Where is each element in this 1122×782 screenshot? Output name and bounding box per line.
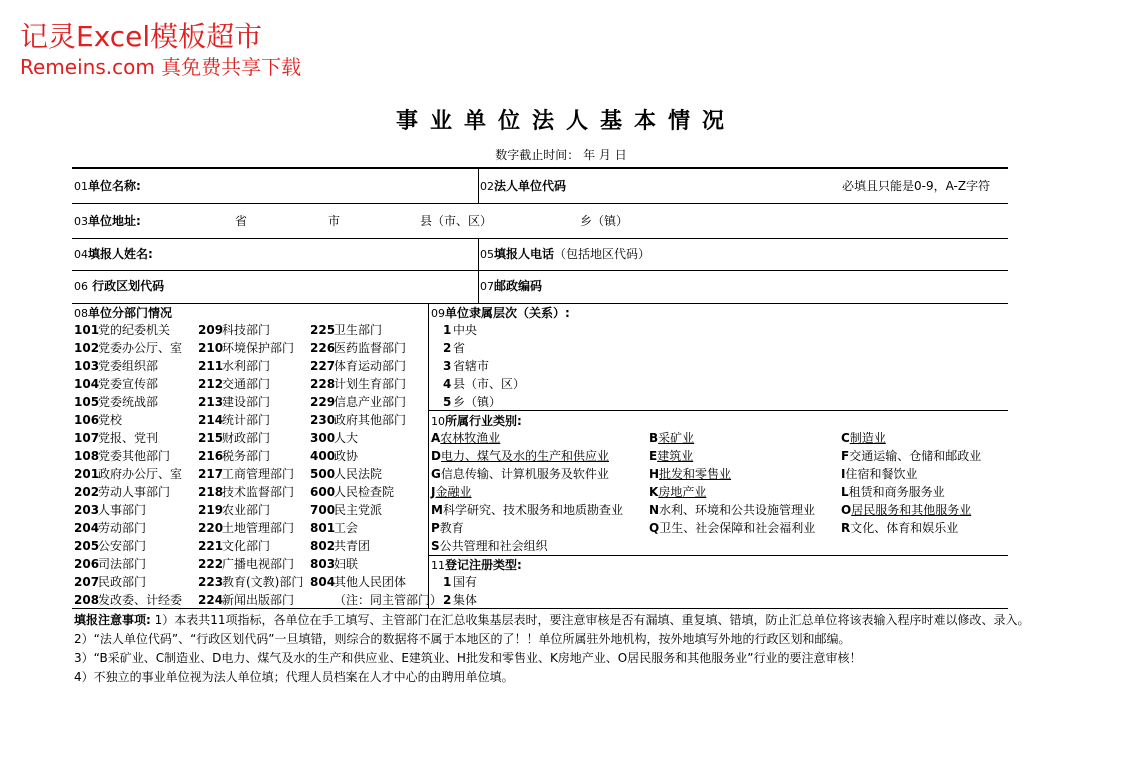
list-item [74,555,146,573]
item-number: 229 [310,395,336,409]
item-label: 党委办公厅、室 [98,341,183,355]
list-item [74,483,170,501]
industry-letter: G [431,467,441,481]
address-county: 县（市、区） [420,214,493,228]
list-item [198,447,270,465]
item-label: 劳动人事部门 [98,485,171,499]
industry-letter: F [841,449,850,463]
item-number: 1 [443,575,452,589]
industry-letter: M [431,503,443,517]
industry-label: 租赁和商务服务业 [848,485,945,499]
item-number: 212 [198,377,224,391]
field-label: 所属行业类别: [445,414,522,428]
field-code: 10 [431,415,445,428]
row-divider [72,238,1008,239]
item-number: 224 [198,593,224,607]
item-label: 党校 [98,413,123,427]
industry-item [431,465,609,483]
item-label: 科技部门 [222,323,271,337]
item-number: 207 [74,575,100,589]
item-label: 党的纪委机关 [98,323,171,337]
industry-letter: E [649,449,658,463]
industry-item [431,519,464,537]
industry-item [649,447,693,465]
item-label: 广播电视部门 [222,557,295,571]
table-top-border [72,167,1008,169]
list-item [74,411,122,429]
field-code: 09 [431,307,445,320]
item-number: 211 [198,359,224,373]
item-label: 政协 [334,449,359,463]
list-item [443,573,477,591]
field-label: 法人单位代码 [494,179,567,193]
item-label: 乡（镇） [453,395,502,409]
item-number: 103 [74,359,100,373]
industry-label: 农林牧渔业 [440,431,501,445]
list-item [310,465,382,483]
industry-item [841,519,958,537]
address-province: 省 [235,214,248,228]
industry-label: 文化、体育和娱乐业 [850,521,959,535]
note-line-3: 3）“B采矿业、C制造业、D电力、煤气及水的生产和供应业、E建筑业、H批发和零售业、K房地产业、O居民服务和其他服务业”行业的要注意审核！ [74,651,862,665]
industry-item [841,501,971,519]
item-number: 215 [198,431,224,445]
industry-item [841,447,981,465]
item-label: 卫生部门 [334,323,383,337]
item-label: 环境保护部门 [222,341,295,355]
item-number: 300 [310,431,336,445]
item-label: （注：同主管部门） [334,593,443,607]
item-number: 803 [310,557,336,571]
list-item [198,501,270,519]
industry-item [649,465,731,483]
industry-item [431,447,609,465]
field-label: 单位地址: [88,214,141,228]
list-item [443,339,465,357]
item-number: 108 [74,449,100,463]
item-label: 工会 [334,521,359,535]
industry-letter: H [649,467,660,481]
list-item [74,375,158,393]
item-number: 105 [74,395,100,409]
industry-letter: R [841,521,851,535]
item-number: 201 [74,467,100,481]
item-label: 党委组织部 [98,359,159,373]
list-item [310,393,406,411]
address-township: 乡（镇） [580,214,629,228]
item-label: 党委其他部门 [98,449,171,463]
list-item [310,429,358,447]
item-number: 1 [443,323,452,337]
item-label: 税务部门 [222,449,271,463]
item-label: 建设部门 [222,395,271,409]
field-label: 填报人电话 [494,247,555,261]
item-number: 2 [443,341,452,355]
field-label: 行政区划代码 [88,279,165,293]
industry-item [649,429,694,447]
industry-label: 建筑业 [657,449,694,463]
list-item [198,357,270,375]
watermark-subtitle: Remeins.com 真免费共享下载 [20,55,302,79]
note-line-2: 2）“法人单位代码”、“行政区划代码”一旦填错，则综合的数据将不属于本地区的了！！单位所属驻外地机构，按外地填写外地的行政区划和邮编。 [74,632,851,646]
item-label: 人大 [334,431,359,445]
field-code: 07 [480,280,494,293]
field-label: 单位隶属层次（关系）: [445,306,570,320]
item-label: 工商管理部门 [222,467,295,481]
industry-label: 公共管理和社会组织 [439,539,548,553]
column-divider [478,238,479,303]
item-label: 发改委、计经委 [98,593,183,607]
industry-item [431,501,623,519]
section-divider [429,410,1008,411]
industry-item [841,483,945,501]
item-number: 223 [198,575,224,589]
list-item [310,573,406,591]
item-label: 水利部门 [222,359,271,373]
item-number: 226 [310,341,336,355]
item-number: 205 [74,539,100,553]
industry-letter: J [431,485,436,499]
list-item [443,357,489,375]
industry-item [649,519,815,537]
item-label: 技术监督部门 [222,485,295,499]
item-number: 4 [443,377,452,391]
field-label: 单位分部门情况 [88,306,173,320]
item-number: 213 [198,395,224,409]
item-label: 公安部门 [98,539,147,553]
list-item [198,537,270,555]
list-item [310,375,406,393]
item-number: 206 [74,557,100,571]
list-item [74,591,182,609]
item-label: 信息产业部门 [334,395,407,409]
page-title: 事业单位法人基本情况 [395,109,736,134]
field-code: 05 [480,248,494,261]
industry-item [431,537,548,555]
industry-letter: O [841,503,852,517]
list-item [198,375,270,393]
item-number: 208 [74,593,100,607]
industry-letter: B [649,431,659,445]
column-divider [428,303,429,608]
list-item [310,411,406,429]
item-number: 219 [198,503,224,517]
industry-item [649,483,706,501]
item-number: 230 [310,413,336,427]
item-label: 劳动部门 [98,521,147,535]
industry-letter: S [431,539,440,553]
industry-label: 批发和零售业 [659,467,732,481]
industry-letter: A [431,431,441,445]
item-label: 民政部门 [98,575,147,589]
list-item [310,555,358,573]
item-label: 人民检查院 [334,485,395,499]
item-number: 106 [74,413,100,427]
watermark-title: 记灵Excel模板超市 [20,20,263,53]
field-label: 登记注册类型: [445,558,522,572]
note-text: 1）本表共11项指标，各单位在手工填写、主管部门在汇总收集基层表时，要注意审核是否有漏填、重复填、错填，防止汇总单位将该表输入程序时难以修改、录入。 [150,613,1030,627]
industry-label: 居民服务和其他服务业 [851,503,972,517]
list-item [198,519,294,537]
field-admin-division-code [74,277,164,296]
item-label: 人民法院 [334,467,383,481]
item-number: 202 [74,485,100,499]
list-item [443,591,477,609]
item-label: 政府办公厅、室 [98,467,183,481]
industry-letter: C [841,431,850,445]
field-code: 02 [480,180,494,193]
list-item [310,591,442,609]
field-filler-name [74,245,153,264]
industry-letter: L [841,485,849,499]
list-item [443,321,477,339]
item-number: 216 [198,449,224,463]
industry-label: 教育 [439,521,464,535]
industry-label: 房地产业 [658,485,707,499]
list-item [74,447,170,465]
list-item [198,411,270,429]
field-code: 06 [74,280,88,293]
item-label: 国有 [453,575,478,589]
item-label: 省 [453,341,466,355]
field-unit-name [74,177,141,196]
item-number: 400 [310,449,336,463]
item-label: 党报、党刊 [98,431,159,445]
industry-label: 电力、煤气及水的生产和供应业 [440,449,609,463]
item-label: 县（市、区） [453,377,526,391]
item-label: 政府其他部门 [334,413,407,427]
list-item [198,591,294,609]
item-label: 民主党派 [334,503,383,517]
item-number: 228 [310,377,336,391]
item-label: 体育运动部门 [334,359,407,373]
item-label: 交通部门 [222,377,271,391]
item-label: 其他人民团体 [334,575,407,589]
list-item [74,429,158,447]
field-legal-unit-code [480,177,566,196]
industry-letter: I [841,467,846,481]
item-number: 802 [310,539,336,553]
list-item [198,393,270,411]
list-item [74,573,146,591]
list-item [198,483,294,501]
list-item [198,465,294,483]
list-item [310,537,370,555]
field-label: 邮政编码 [494,279,543,293]
industry-label: 水利、环境和公共设施管理业 [659,503,816,517]
item-label: 农业部门 [222,503,271,517]
item-label: 计划生育部门 [334,377,407,391]
industry-letter: K [649,485,659,499]
item-label: 党委统战部 [98,395,159,409]
field-hint: 必填且只能是0-9，A-Z字符 [842,179,991,193]
item-label: 统计部门 [222,413,271,427]
item-number: 5 [443,395,452,409]
column-divider [478,168,479,203]
list-item [74,339,182,357]
item-number: 102 [74,341,100,355]
list-item [74,357,158,375]
list-item [74,321,170,339]
list-item [198,321,270,339]
item-number: 801 [310,521,336,535]
item-number: 221 [198,539,224,553]
item-label: 共青团 [334,539,371,553]
item-number: 217 [198,467,224,481]
industry-item [431,429,500,447]
row-divider [72,270,1008,271]
item-number: 220 [198,521,224,535]
list-item [443,375,525,393]
notes-heading: 填报注意事项: [74,613,151,627]
industry-letter: Q [649,521,660,535]
industry-letter: P [431,521,440,535]
list-item [310,501,382,519]
item-number: 700 [310,503,336,517]
list-item [74,537,146,555]
industry-label: 科学研究、技术服务和地质勘查业 [442,503,623,517]
industry-item [431,483,471,501]
field-filler-phone [480,245,650,264]
item-number: 107 [74,431,100,445]
list-item [74,519,146,537]
item-number: 209 [198,323,224,337]
industry-label: 住宿和餐饮业 [845,467,918,481]
field-label: 填报人姓名: [88,247,153,261]
field-code: 01 [74,180,88,193]
list-item [310,321,382,339]
field-label: 单位名称: [88,179,141,193]
industry-item [841,465,917,483]
field-code: 08 [74,307,88,320]
item-number: 500 [310,467,336,481]
item-number: 101 [74,323,100,337]
item-number: 2 [443,593,452,607]
item-label: 中央 [453,323,478,337]
item-label: 土地管理部门 [222,521,295,535]
industry-item [649,501,815,519]
list-item [74,465,182,483]
field-code: 04 [74,248,88,261]
item-label: 教育(文教)部门 [222,575,304,589]
item-number: 227 [310,359,336,373]
item-label: 人事部门 [98,503,147,517]
row-divider [72,203,1008,204]
address-city: 市 [328,214,341,228]
field-code: 03 [74,215,88,228]
item-number: 3 [443,359,452,373]
industry-label: 采矿业 [658,431,695,445]
item-number: 222 [198,557,224,571]
list-item [74,393,158,411]
item-number: 210 [198,341,224,355]
industry-label: 金融业 [435,485,472,499]
item-label: 妇联 [334,557,359,571]
item-number: 214 [198,413,224,427]
item-label: 党委宣传部 [98,377,159,391]
note-line-4: 4）不独立的事业单位视为法人单位填；代理人员档案在人才中心的由聘用单位填。 [74,670,514,684]
industry-label: 信息传输、计算机服务及软件业 [440,467,609,481]
list-item [74,501,146,519]
list-item [310,483,394,501]
item-number: 600 [310,485,336,499]
list-item [443,393,501,411]
field-hint: （包括地区代码） [554,247,651,261]
item-number: 204 [74,521,100,535]
list-item [198,555,294,573]
list-item [310,447,358,465]
industry-label: 制造业 [849,431,886,445]
item-label: 财政部门 [222,431,271,445]
item-label: 司法部门 [98,557,147,571]
item-number: 804 [310,575,336,589]
list-item [198,339,294,357]
list-item [198,429,270,447]
item-label: 新闻出版部门 [222,593,295,607]
industry-letter: N [649,503,660,517]
field-code: 11 [431,559,445,572]
item-number: 203 [74,503,100,517]
note-line-1 [74,611,1030,629]
item-label: 医药监督部门 [334,341,407,355]
field-unit-address [74,212,141,231]
list-item [310,357,406,375]
industry-letter: D [431,449,441,463]
field-postal-code [480,277,542,296]
item-number: 225 [310,323,336,337]
industry-label: 交通运输、仓储和邮政业 [849,449,982,463]
item-label: 文化部门 [222,539,271,553]
item-label: 省辖市 [453,359,490,373]
list-item [198,573,303,591]
industry-label: 卫生、社会保障和社会福利业 [659,521,816,535]
item-number: 104 [74,377,100,391]
list-item [310,519,358,537]
item-number: 218 [198,485,224,499]
list-item [310,339,406,357]
industry-item [841,429,886,447]
date-label: 数字截止时间： 年 月 日 [495,148,627,162]
item-label: 集体 [453,593,478,607]
